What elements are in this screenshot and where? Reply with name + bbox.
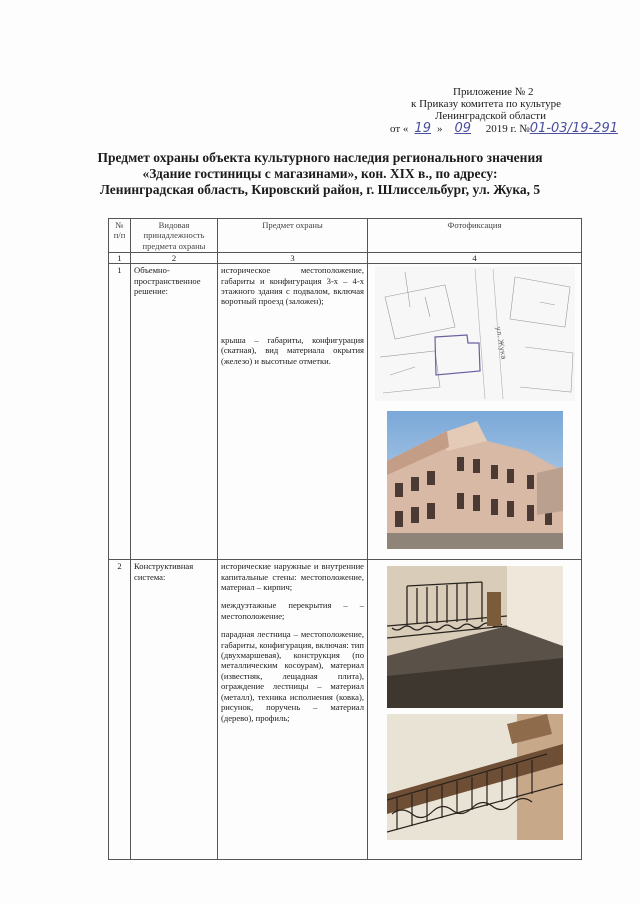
handwritten-month: 09 [454, 121, 472, 136]
title-line-1: Предмет охраны объекта культурного наследия регионального значения [97, 150, 543, 165]
row-number: 1 [109, 264, 131, 560]
protection-table [108, 218, 582, 860]
photo-cell [368, 560, 582, 860]
document-title [0, 150, 640, 198]
row-number: 2 [109, 560, 131, 860]
title-line-2: «Здание гостиницы с магазинами», кон. XIX в., по адресу: [142, 166, 498, 181]
photo-cell [368, 264, 582, 560]
table-row [109, 264, 582, 560]
order-reference: к Приказу комитета по культуре [411, 98, 562, 110]
staircase-photo-1 [387, 566, 563, 708]
table-header-row [109, 219, 582, 253]
row-type: Объемно-пространственное решение: [131, 264, 218, 560]
header-photo: Фотофиксация [368, 219, 582, 253]
handwritten-day: 19 [414, 121, 431, 136]
table-row [109, 560, 582, 860]
appendix-number: Приложение № 2 [453, 86, 534, 98]
row-type: Конструктивная система: [131, 560, 218, 860]
row-subject: исторические наружные и внутренние капитальные стены: местоположение, материал – кирпич; междуэтажные перекрытия – – местоположение; парадная лестница – местоположение, габариты, конфигурация, включая: тип (двухмаршевая), конструкция (по металлическим косоурам), материал (известняк, лещадная плита), ограждение лестницы – материал (металл), техника исполнения (ковка), рисунок, поручень – материал (дерево), профиль; [218, 560, 368, 860]
column-number-row: 1 2 3 4 [109, 253, 582, 264]
staircase-photo-2 [387, 714, 563, 840]
row-subject: историческое местоположение, габариты и конфигурация 3-х – 4-х этажного здания с подвалом, включая воротный проезд (заложен); крыша – габариты, конфигурация (скатная), вид материала окрытия (железо) и высотные отметки. [218, 264, 368, 560]
handwritten-order-number: 01-03/19-291 [529, 121, 618, 136]
site-plan-map [375, 267, 575, 401]
order-authority: Ленинградской области [435, 110, 546, 122]
map-street-label: ул. Жука [493, 326, 508, 361]
header-num: № п/п [109, 219, 131, 253]
header-subject: Предмет охраны [218, 219, 368, 253]
header-type: Видовая принадлежность предмета охраны [131, 219, 218, 253]
order-date-line: от « 19 » 09 2019 г. №01-03/19-291 [390, 121, 618, 136]
title-line-3: Ленинградская область, Кировский район, г. Шлиссельбург, ул. Жука, 5 [99, 182, 541, 197]
building-facade-photo [387, 411, 563, 549]
